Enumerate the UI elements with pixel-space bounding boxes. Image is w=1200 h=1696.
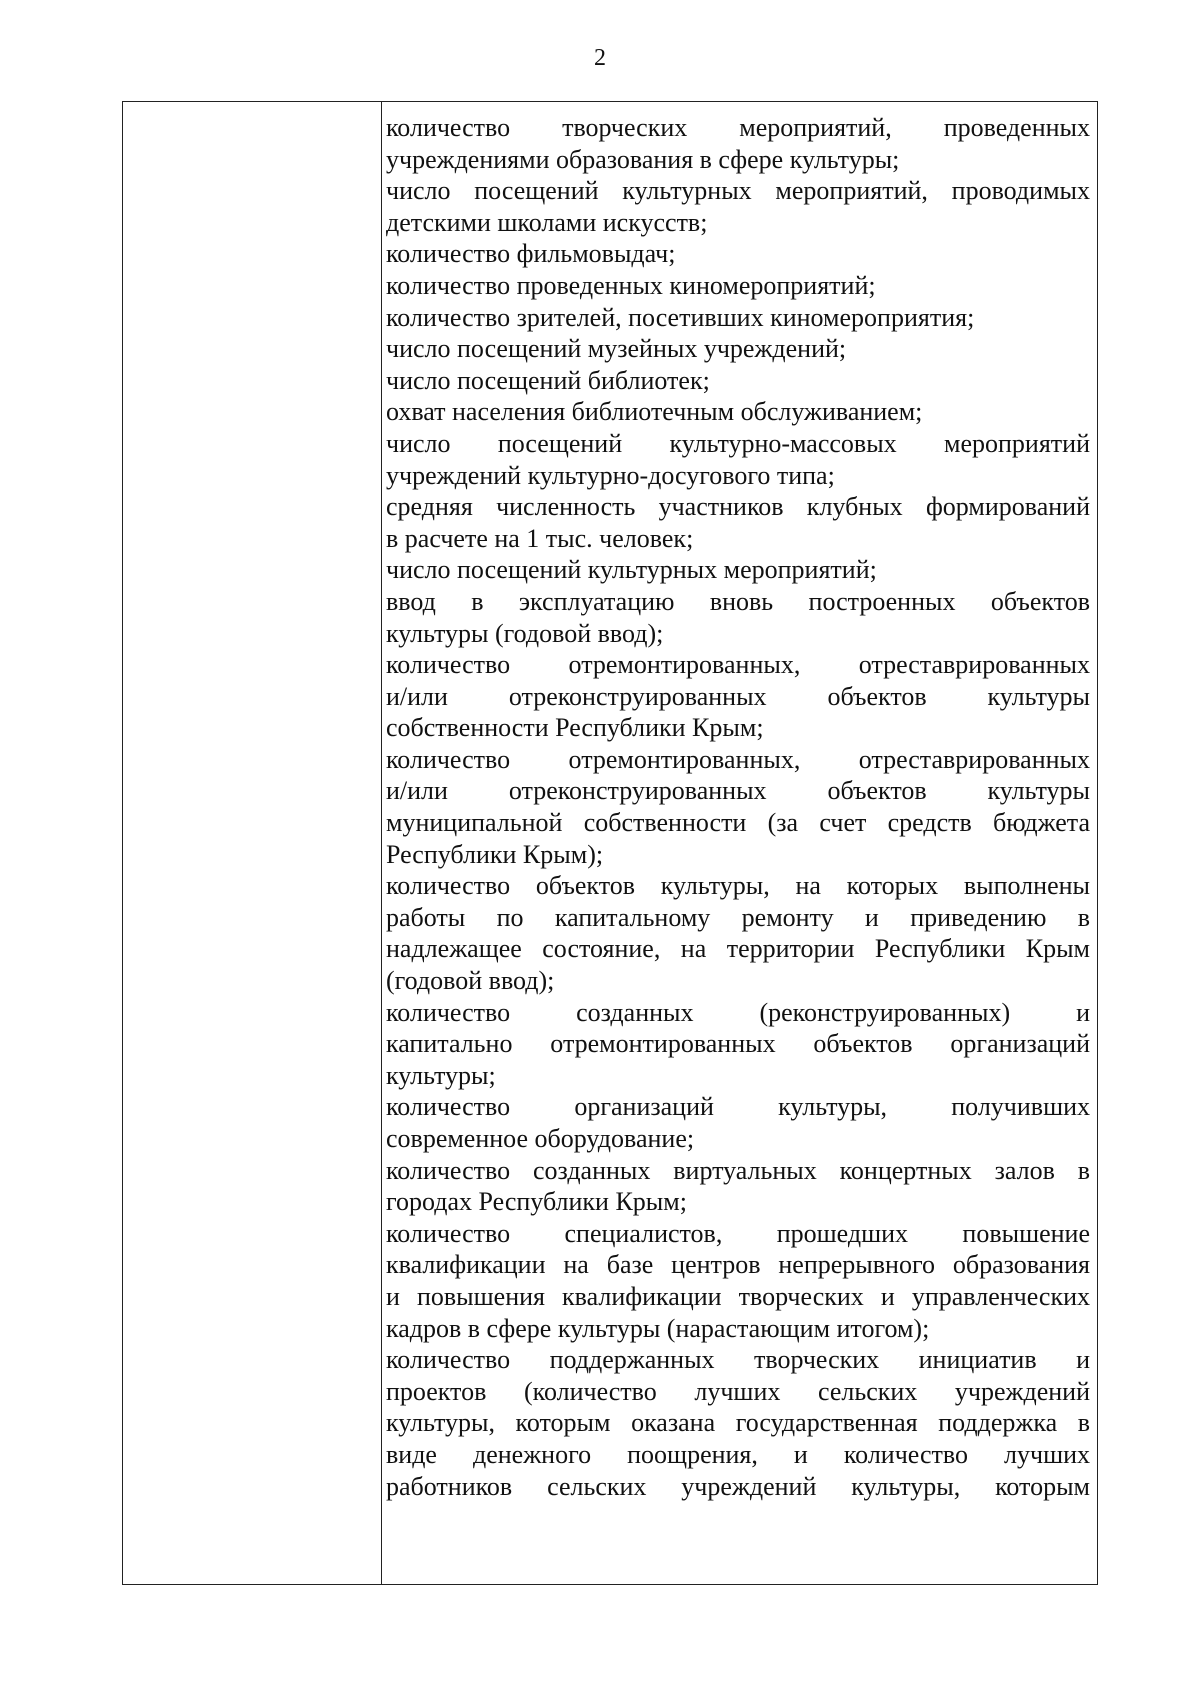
table-left-cell bbox=[123, 102, 381, 1584]
text-line: количество созданных виртуальных концертных залов в bbox=[386, 1155, 1090, 1185]
text-line: собственности Республики Крым; bbox=[386, 713, 764, 743]
text-line: проектов (количество лучших сельских учреждений bbox=[386, 1376, 1090, 1406]
text-line: городах Республики Крым; bbox=[386, 1187, 687, 1217]
text-line: детскими школами искусств; bbox=[386, 207, 708, 237]
text-line: надлежащее состояние, на территории Республики Крым bbox=[386, 934, 1090, 964]
text-line: работы по капитальному ремонту и приведению в bbox=[386, 902, 1090, 932]
text-line: число посещений музейных учреждений; bbox=[386, 334, 847, 364]
text-line: ввод в эксплуатацию вновь построенных объектов bbox=[386, 586, 1090, 616]
text-line: и/или отреконструированных объектов культуры bbox=[386, 681, 1090, 711]
text-line: средняя численность участников клубных формирований bbox=[386, 492, 1090, 522]
text-line: кадров в сфере культуры (нарастающим итогом); bbox=[386, 1313, 930, 1343]
text-line: современное оборудование; bbox=[386, 1124, 695, 1153]
text-line: число посещений культурно-массовых мероприятий bbox=[386, 428, 1090, 458]
text-line: культуры; bbox=[386, 1060, 496, 1090]
text-line: количество проведенных киномероприятий; bbox=[386, 270, 876, 300]
text-line: количество объектов культуры, на которых выполнены bbox=[386, 871, 1090, 901]
text-line: культуры, которым оказана государственная поддержка в bbox=[386, 1408, 1090, 1438]
text-line: квалификации на базе центров непрерывного образования bbox=[386, 1250, 1090, 1280]
text-line: учреждениями образования в сфере культуры; bbox=[386, 144, 900, 174]
text-line: количество организаций культуры, получивших bbox=[386, 1092, 1090, 1122]
text-line: виде денежного поощрения, и количество лучших bbox=[386, 1439, 1090, 1469]
text-line: количество поддержанных творческих инициатив и bbox=[386, 1345, 1090, 1375]
text-line: количество фильмовыдач; bbox=[386, 239, 676, 269]
text-line: количество зрителей, посетивших киномероприятия; bbox=[386, 302, 975, 332]
text-line: число посещений культурных мероприятий, проводимых bbox=[386, 176, 1090, 206]
text-line: учреждений культурно-досугового типа; bbox=[386, 460, 835, 490]
text-line: капитально отремонтированных объектов организаций bbox=[386, 1029, 1090, 1059]
text-line: количество отремонтированных, отреставрированных bbox=[386, 744, 1090, 774]
page-number: 2 bbox=[594, 45, 606, 71]
text-line: муниципальной собственности (за счет средств бюджета bbox=[386, 808, 1090, 838]
text-line: число посещений культурных мероприятий; bbox=[386, 555, 877, 585]
text-line: Республики Крым); bbox=[386, 839, 604, 869]
table-right-cell bbox=[386, 112, 1090, 1502]
text-line: культуры (годовой ввод); bbox=[386, 618, 664, 648]
text-line: и повышения квалификации творческих и управленческих bbox=[386, 1281, 1090, 1311]
document-table bbox=[122, 101, 1098, 1585]
text-line: количество созданных (реконструированных) и bbox=[386, 997, 1090, 1027]
text-line: число посещений библиотек; bbox=[386, 365, 710, 395]
column-divider bbox=[381, 102, 382, 1584]
text-line: в расчете на 1 тыс. человек; bbox=[386, 523, 694, 553]
text-line: охват населения библиотечным обслуживанием; bbox=[386, 397, 923, 427]
text-line: работников сельских учреждений культуры, которым bbox=[386, 1471, 1090, 1501]
text-line: количество отремонтированных, отреставрированных bbox=[386, 650, 1090, 680]
text-line: количество творческих мероприятий, проведенных bbox=[386, 113, 1090, 142]
text-line: количество специалистов, прошедших повышение bbox=[386, 1218, 1090, 1248]
text-line: (годовой ввод); bbox=[386, 966, 555, 996]
text-line: и/или отреконструированных объектов культуры bbox=[386, 776, 1090, 806]
